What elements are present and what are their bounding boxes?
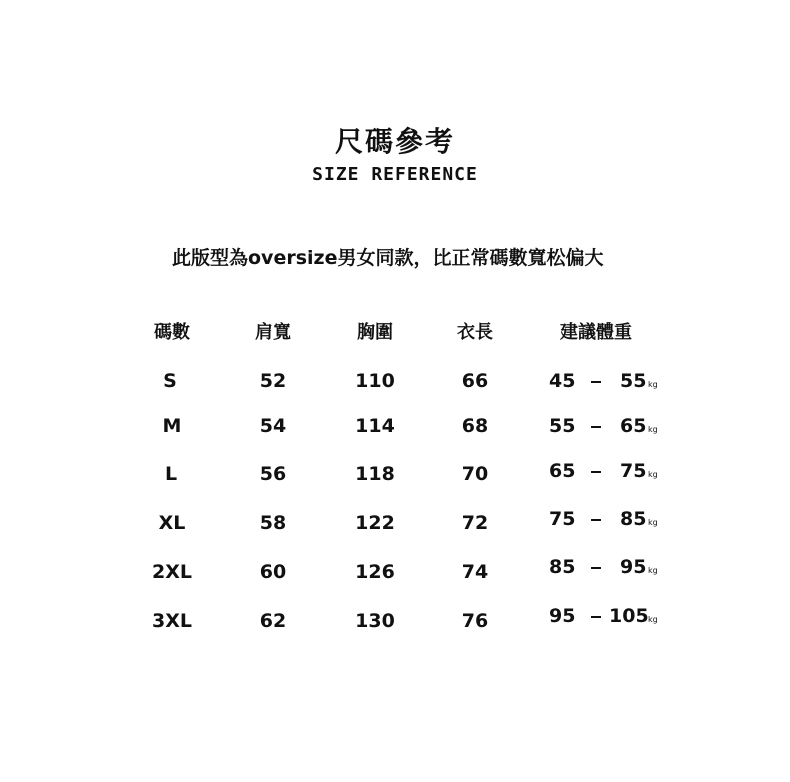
length-cell: 74 [461,561,489,583]
length-cell: 70 [461,463,489,485]
column-header-weight: 建議體重 [560,322,632,343]
range-dash [591,567,601,569]
weight-max: 55 [620,370,647,392]
shoulder-cell: 54 [259,415,287,437]
column-header-size: 碼數 [154,322,190,343]
weight-min: 45 [549,370,576,392]
column-header-shoulder: 肩寬 [255,322,291,343]
chest-cell: 130 [355,610,395,632]
length-cell: 66 [461,370,489,392]
size-cell: L [164,463,178,485]
chest-cell: 118 [355,463,395,485]
weight-max: 105 [609,605,649,627]
page-subtitle: SIZE REFERENCE [312,164,478,185]
weight-unit: kg [648,615,658,624]
shoulder-cell: 60 [259,561,287,583]
weight-max: 65 [620,415,647,437]
weight-unit: kg [648,566,658,575]
weight-min: 55 [549,415,576,437]
chest-cell: 114 [355,415,395,437]
column-header-length: 衣長 [457,322,493,343]
weight-unit: kg [648,518,658,527]
chest-cell: 110 [355,370,395,392]
weight-unit: kg [648,380,658,389]
length-cell: 72 [461,512,489,534]
range-dash [591,519,601,521]
range-dash [591,616,601,618]
column-header-chest: 胸圍 [357,322,393,343]
weight-max: 85 [620,508,647,530]
size-cell: M [162,415,182,437]
chest-cell: 122 [355,512,395,534]
weight-max: 95 [620,556,647,578]
weight-max: 75 [620,460,647,482]
length-cell: 68 [461,415,489,437]
page-title: 尺碼參考 [334,125,455,158]
shoulder-cell: 58 [259,512,287,534]
weight-min: 65 [549,460,576,482]
weight-min: 75 [549,508,576,530]
weight-unit: kg [648,470,658,479]
shoulder-cell: 52 [259,370,287,392]
chest-cell: 126 [355,561,395,583]
range-dash [591,471,601,473]
range-dash [591,381,601,383]
shoulder-cell: 62 [259,610,287,632]
range-dash [591,426,601,428]
weight-min: 95 [549,605,576,627]
weight-min: 85 [549,556,576,578]
fit-note: 此版型為oversize男女同款，比正常碼數寬松偏大 [172,247,604,269]
length-cell: 76 [461,610,489,632]
size-cell: 2XL [152,561,192,583]
size-cell: S [163,370,177,392]
shoulder-cell: 56 [259,463,287,485]
size-cell: 3XL [152,610,192,632]
weight-unit: kg [648,425,658,434]
size-cell: XL [158,512,186,534]
